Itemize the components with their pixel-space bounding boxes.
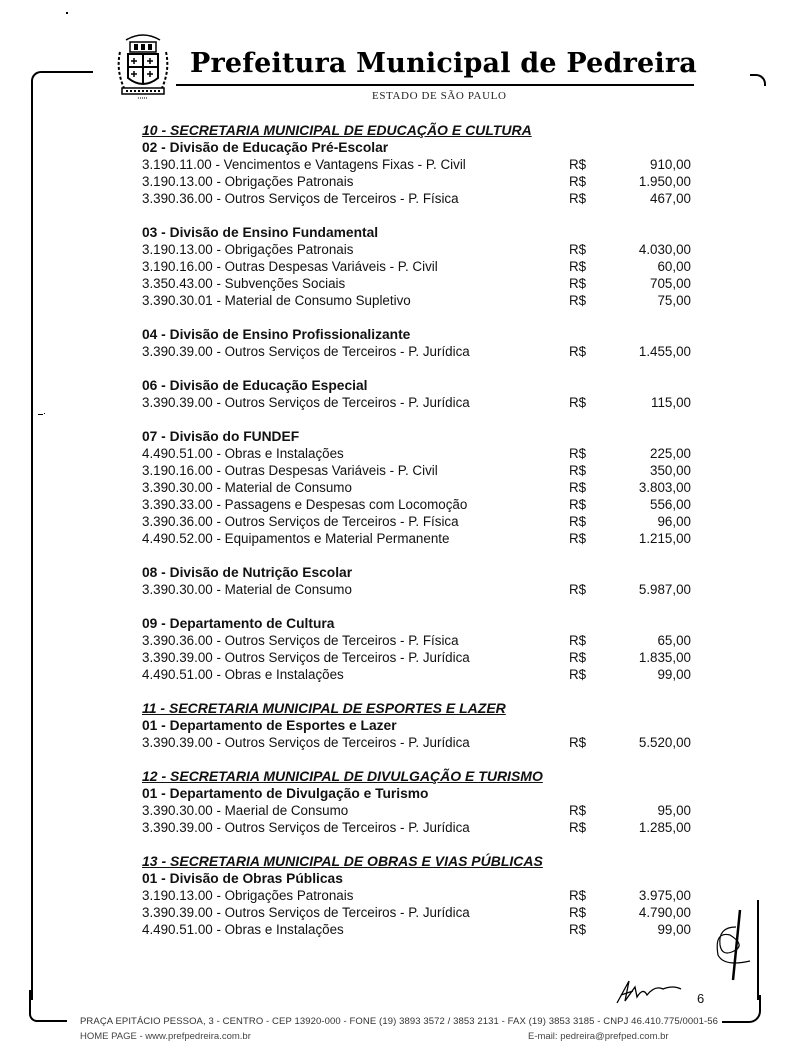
currency-symbol: R$ xyxy=(569,531,587,546)
division-heading: 08 - Divisão de Nutrição Escolar xyxy=(142,565,353,580)
currency-symbol: R$ xyxy=(569,650,587,665)
budget-line-item xyxy=(142,173,698,190)
budget-line-item xyxy=(142,394,698,411)
division-heading: 01 - Departamento de Divulgação e Turismo xyxy=(142,786,429,801)
budget-line-item xyxy=(142,666,698,683)
frame-corner-top-left xyxy=(31,71,93,103)
budget-line-item xyxy=(142,445,698,462)
budget-line-item xyxy=(142,513,698,530)
item-amount: 75,00 xyxy=(657,293,691,308)
section-gap xyxy=(142,836,698,853)
item-amount: 225,00 xyxy=(650,446,691,461)
division-gap xyxy=(142,411,698,428)
budget-line-item xyxy=(142,190,698,207)
item-amount: 1.285,00 xyxy=(638,820,691,835)
item-amount: 115,00 xyxy=(651,395,691,410)
currency-symbol: R$ xyxy=(569,514,587,529)
item-description: 3.190.16.00 - Outras Despesas Variáveis - P. Civil xyxy=(142,259,438,274)
item-description: 3.390.36.00 - Outros Serviços de Terceiros - P. Física xyxy=(142,633,459,648)
item-amount: 556,00 xyxy=(650,497,691,512)
item-description: 3.390.39.00 - Outros Serviços de Terceiros - P. Jurídica xyxy=(142,344,470,359)
secretaria-heading: 10 - SECRETARIA MUNICIPAL DE EDUCAÇÃO E CULTURA xyxy=(142,122,532,138)
budget-line-item xyxy=(142,632,698,649)
currency-symbol: R$ xyxy=(569,922,587,937)
item-amount: 910,00 xyxy=(650,157,691,172)
item-amount: 95,00 xyxy=(657,803,691,818)
budget-line-item xyxy=(142,241,698,258)
item-description: 4.490.52.00 - Equipamentos e Material Permanente xyxy=(142,531,450,546)
item-amount: 705,00 xyxy=(650,276,691,291)
division-heading: 06 - Divisão de Educação Especial xyxy=(142,378,368,393)
currency-symbol: R$ xyxy=(569,344,587,359)
section-gap xyxy=(142,751,698,768)
item-amount: 96,00 xyxy=(657,514,691,529)
budget-line-item xyxy=(142,802,698,819)
item-description: 4.490.51.00 - Obras e Instalações xyxy=(142,667,344,682)
item-amount: 99,00 xyxy=(657,922,691,937)
division-gap xyxy=(142,207,698,224)
item-description: 3.190.13.00 - Obrigações Patronais xyxy=(142,242,354,257)
budget-line-item xyxy=(142,496,698,513)
item-amount: 99,00 xyxy=(657,667,691,682)
budget-line-item xyxy=(142,649,698,666)
item-description: 3.390.30.00 - Maerial de Consumo xyxy=(142,803,349,818)
page-number: 6 xyxy=(697,991,705,1006)
budget-line-item xyxy=(142,156,698,173)
currency-symbol: R$ xyxy=(569,497,587,512)
scan-speck xyxy=(66,12,68,14)
currency-symbol: R$ xyxy=(569,803,587,818)
handwritten-signature xyxy=(700,905,760,985)
division-gap xyxy=(142,598,698,615)
item-amount: 1.950,00 xyxy=(638,174,691,189)
item-amount: 1.455,00 xyxy=(638,344,691,359)
division-heading: 03 - Divisão de Ensino Fundamental xyxy=(142,225,379,240)
budget-line-item xyxy=(142,275,698,292)
division-gap xyxy=(142,309,698,326)
currency-symbol: R$ xyxy=(569,582,587,597)
item-description: 3.190.13.00 - Obrigações Patronais xyxy=(142,174,354,189)
budget-line-item xyxy=(142,921,698,938)
currency-symbol: R$ xyxy=(569,820,587,835)
item-description: 3.390.39.00 - Outros Serviços de Terceiros - P. Jurídica xyxy=(142,905,470,920)
item-description: 3.190.16.00 - Outras Despesas Variáveis - P. Civil xyxy=(142,463,438,478)
budget-content xyxy=(142,122,698,938)
secretaria-heading: 11 - SECRETARIA MUNICIPAL DE ESPORTES E LAZER xyxy=(142,700,506,716)
item-description: 3.190.13.00 - Obrigações Patronais xyxy=(142,888,354,903)
currency-symbol: R$ xyxy=(569,191,587,206)
currency-symbol: R$ xyxy=(569,633,587,648)
currency-symbol: R$ xyxy=(569,259,587,274)
document-subtitle: ESTADO DE SÃO PAULO xyxy=(372,90,507,102)
secretaria-heading: 12 - SECRETARIA MUNICIPAL DE DIVULGAÇÃO E TURISMO xyxy=(142,768,543,784)
division-heading: 04 - Divisão de Ensino Profissionalizante xyxy=(142,327,411,342)
currency-symbol: R$ xyxy=(569,395,587,410)
item-amount: 3.803,00 xyxy=(638,480,691,495)
item-amount: 5.987,00 xyxy=(638,582,691,597)
secretaria-heading: 13 - SECRETARIA MUNICIPAL DE OBRAS E VIAS PÚBLICAS xyxy=(142,853,543,869)
item-description: 4.490.51.00 - Obras e Instalações xyxy=(142,922,344,937)
division-heading: 02 - Divisão de Educação Pré-Escolar xyxy=(142,140,389,155)
budget-line-item xyxy=(142,479,698,496)
item-description: 3.390.39.00 - Outros Serviços de Terceiros - P. Jurídica xyxy=(142,820,470,835)
division-heading: 07 - Divisão do FUNDEF xyxy=(142,429,300,444)
item-description: 3.390.30.00 - Material de Consumo xyxy=(142,582,352,597)
budget-line-item xyxy=(142,819,698,836)
frame-corner-bottom-left xyxy=(29,990,67,1022)
division-heading: 01 - Departamento de Esportes e Lazer xyxy=(142,718,397,733)
division-heading: 01 - Divisão de Obras Públicas xyxy=(142,871,343,886)
handwritten-initials xyxy=(615,975,685,1007)
budget-line-item xyxy=(142,734,698,751)
document-title: Prefeitura Municipal de Pedreira xyxy=(190,48,697,79)
item-amount: 65,00 xyxy=(657,633,691,648)
budget-line-item xyxy=(142,343,698,360)
budget-line-item xyxy=(142,292,698,309)
currency-symbol: R$ xyxy=(569,888,587,903)
item-amount: 1.835,00 xyxy=(638,650,691,665)
currency-symbol: R$ xyxy=(569,905,587,920)
item-amount: 60,00 xyxy=(657,259,691,274)
budget-line-item xyxy=(142,904,698,921)
currency-symbol: R$ xyxy=(569,174,587,189)
item-description: 3.390.30.00 - Material de Consumo xyxy=(142,480,352,495)
item-description: 3.390.39.00 - Outros Serviços de Terceiros - P. Jurídica xyxy=(142,650,470,665)
municipal-crest-logo xyxy=(112,30,174,102)
currency-symbol: R$ xyxy=(569,276,587,291)
frame-corner-top-right xyxy=(750,74,766,86)
item-description: 3.390.30.01 - Material de Consumo Supletivo xyxy=(142,293,411,308)
currency-symbol: R$ xyxy=(569,157,587,172)
currency-symbol: R$ xyxy=(569,667,587,682)
item-amount: 350,00 xyxy=(650,463,691,478)
budget-line-item xyxy=(142,581,698,598)
scan-speck xyxy=(38,414,43,415)
currency-symbol: R$ xyxy=(569,735,587,750)
frame-left-border xyxy=(31,100,33,1000)
item-description: 3.190.11.00 - Vencimentos e Vantagens Fixas - P. Civil xyxy=(142,157,466,172)
item-description: 3.390.39.00 - Outros Serviços de Terceiros - P. Jurídica xyxy=(142,735,470,750)
budget-line-item xyxy=(142,887,698,904)
item-description: 3.390.36.00 - Outros Serviços de Terceiros - P. Física xyxy=(142,191,459,206)
division-gap xyxy=(142,360,698,377)
item-amount: 1.215,00 xyxy=(638,531,691,546)
item-amount: 4.790,00 xyxy=(638,905,691,920)
item-amount: 5.520,00 xyxy=(638,735,691,750)
footer-email: E-mail: pedreira@prefped.com.br xyxy=(528,1031,669,1042)
item-description: 3.390.39.00 - Outros Serviços de Terceiros - P. Jurídica xyxy=(142,395,470,410)
scan-speck xyxy=(44,413,45,414)
currency-symbol: R$ xyxy=(569,446,587,461)
currency-symbol: R$ xyxy=(569,463,587,478)
item-amount: 467,00 xyxy=(650,191,691,206)
item-amount: 3.975,00 xyxy=(638,888,691,903)
budget-line-item xyxy=(142,462,698,479)
currency-symbol: R$ xyxy=(569,293,587,308)
division-heading: 09 - Departamento de Cultura xyxy=(142,616,335,631)
footer-homepage: HOME PAGE - www.prefpedreira.com.br xyxy=(80,1031,251,1042)
footer-address: PRAÇA EPITÁCIO PESSOA, 3 - CENTRO - CEP 13920-000 - FONE (19) 3893 3572 / 3853 2131 - FAX (19) 3853 3185 - CNPJ 46.410.775/0001-56 xyxy=(80,1016,719,1027)
budget-line-item xyxy=(142,258,698,275)
section-gap xyxy=(142,683,698,700)
item-amount: 4.030,00 xyxy=(638,242,691,257)
budget-line-item xyxy=(142,530,698,547)
frame-corner-bottom-right xyxy=(722,995,761,1023)
item-description: 4.490.51.00 - Obras e Instalações xyxy=(142,446,344,461)
item-description: 3.390.36.00 - Outros Serviços de Terceiros - P. Física xyxy=(142,514,459,529)
division-gap xyxy=(142,547,698,564)
title-divider xyxy=(176,84,694,86)
currency-symbol: R$ xyxy=(569,242,587,257)
item-description: 3.390.33.00 - Passagens e Despesas com Locomoção xyxy=(142,497,468,512)
item-description: 3.350.43.00 - Subvenções Sociais xyxy=(142,276,346,291)
currency-symbol: R$ xyxy=(569,480,587,495)
